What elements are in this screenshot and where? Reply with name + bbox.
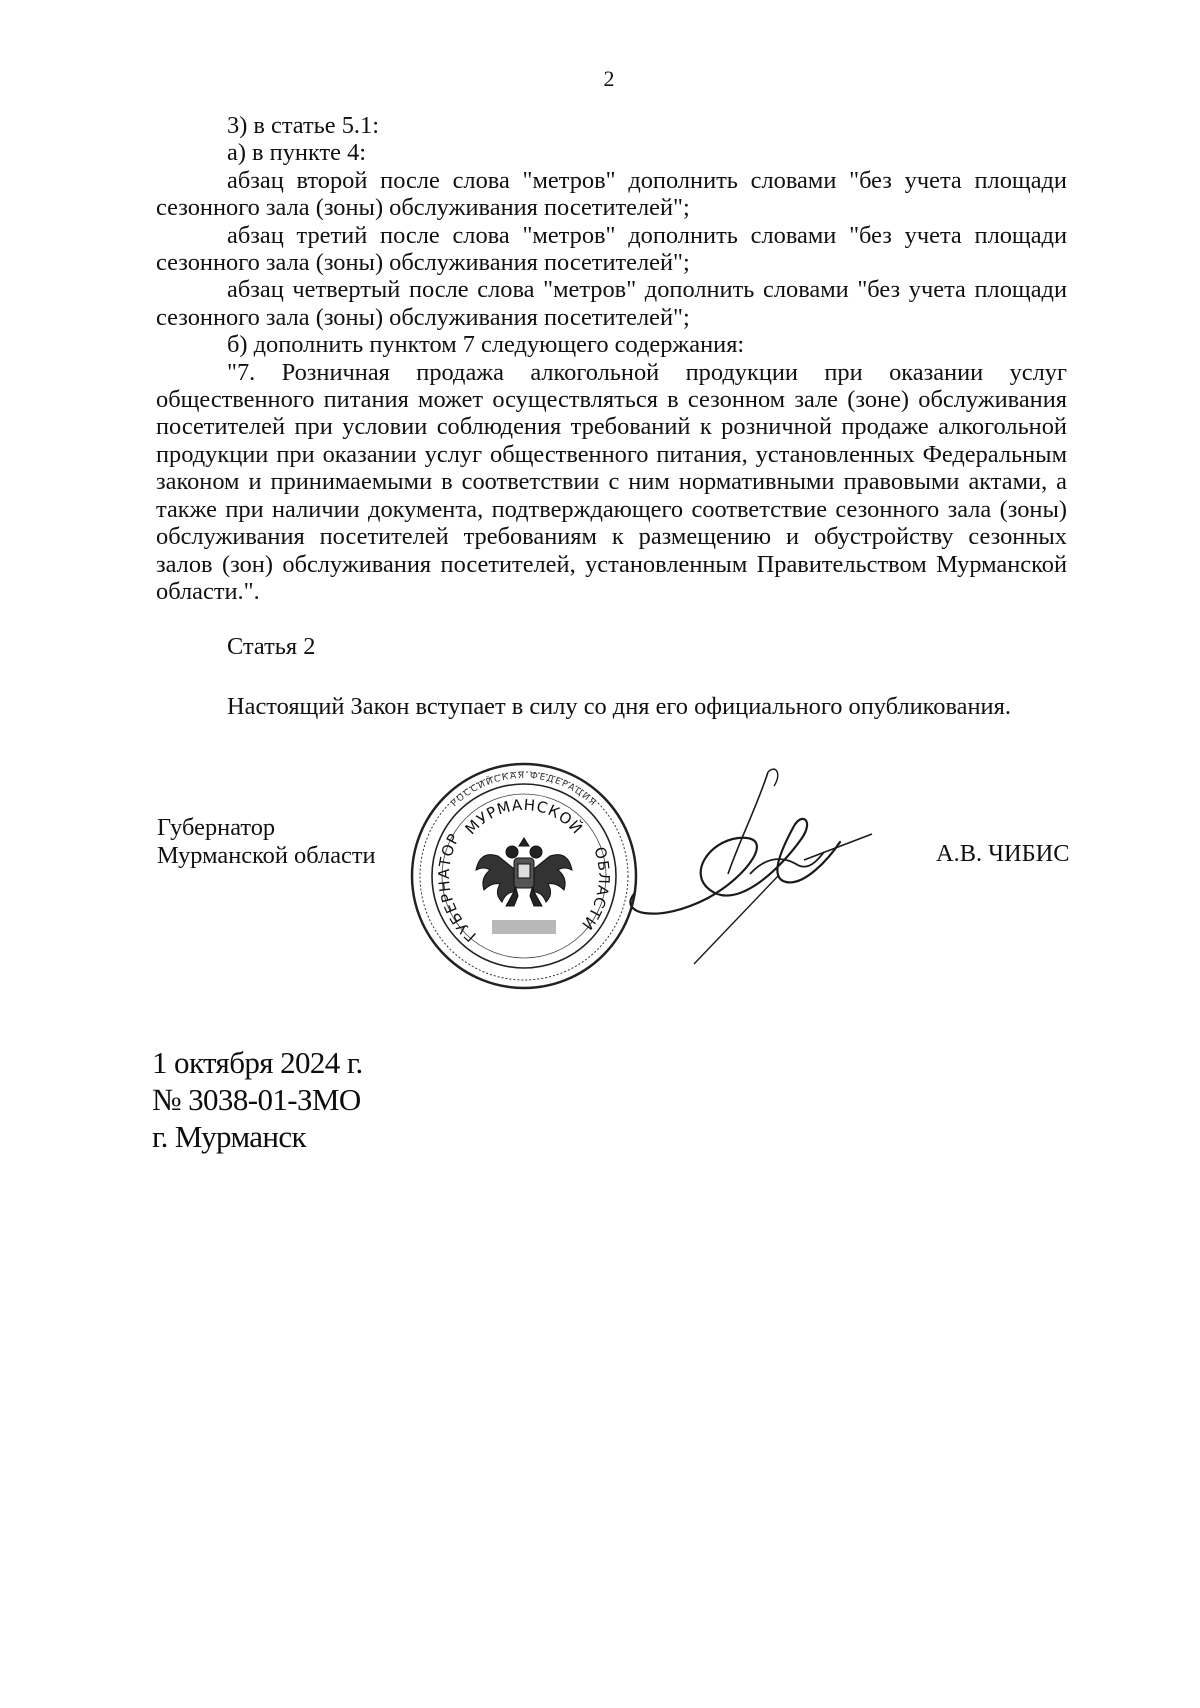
double-headed-eagle-icon <box>476 838 572 906</box>
paragraph-second-abzac: абзац второй после слова "метров" дополнить словами "без учета площади сезонного зала (зоны) обслуживания посетителей"; <box>156 166 1067 222</box>
seal-left-text: ГУБЕРНАТОР <box>434 830 480 946</box>
paragraph-article-5-1: 3) в статье 5.1: <box>227 112 379 139</box>
svg-text:ОБЛАСТИ <box>578 845 614 934</box>
svg-text:МУРМАНСКОЙ <box>462 796 588 838</box>
seal-top-text: МУРМАНСКОЙ <box>461 795 587 839</box>
seal-ring-text: РОССИЙСКАЯ ФЕДЕРАЦИЯ <box>449 770 599 810</box>
article-2-text: Настоящий Закон вступает в силу со дня его официального опубликования. <box>227 692 1011 720</box>
registration-stamp <box>152 1044 363 1155</box>
signer-title-line-2: Мурманской области <box>157 842 376 869</box>
stamp-date: 1 октября 2024 г. <box>152 1045 363 1080</box>
paragraph-point-7-text: "7. Розничная продажа алкогольной продукции при оказании услуг общественного питания может осуществляться в сезонном зале (зоне) обслуживания посетителей при условии соблюдения требований к розничной продаже алкогольной продукции при оказании услуг общественного питания, установленных Федеральным законом и принимаемыми в соответствии с ним нормативными правовыми актами, а также при наличии документа, подтверждающего соответствие сезонного зала (зоны) обслуживания посетителей требованиям к размещению и обустройству сезонных залов (зон) обслуживания посетителей, установленным Правительством Мурманской области.". <box>156 358 1067 605</box>
paragraph-third-abzac: абзац третий после слова "метров" дополнить словами "без учета площади сезонного зала (зоны) обслуживания посетителей"; <box>156 221 1067 277</box>
paragraph-add-point-7: б) дополнить пунктом 7 следующего содержания: <box>227 331 745 359</box>
official-seal <box>408 760 640 992</box>
signer-title-line-1: Губернатор <box>157 814 276 841</box>
svg-text:ГУБЕРНАТОР <box>435 830 480 945</box>
paragraph-point-4: а) в пункте 4: <box>227 139 367 167</box>
signer-name: А.В. ЧИБИС <box>936 840 1070 867</box>
law-body <box>156 112 1067 720</box>
stamp-city: г. Мурманск <box>152 1119 307 1154</box>
svg-text:РОССИЙСКАЯ ФЕДЕРАЦИЯ <box>450 771 599 809</box>
signer-title <box>157 814 376 870</box>
seal-right-text: ОБЛАСТИ <box>577 844 614 934</box>
article-2-heading: Статья 2 <box>227 633 316 661</box>
page-number: 2 <box>603 66 615 91</box>
handwritten-signature <box>618 764 888 974</box>
stamp-law-number: № 3038-01-ЗМО <box>152 1082 361 1117</box>
paragraph-fourth-abzac: абзац четвертый после слова "метров" дополнить словами "без учета площади сезонного зала (зоны) обслуживания посетителей"; <box>156 276 1067 331</box>
